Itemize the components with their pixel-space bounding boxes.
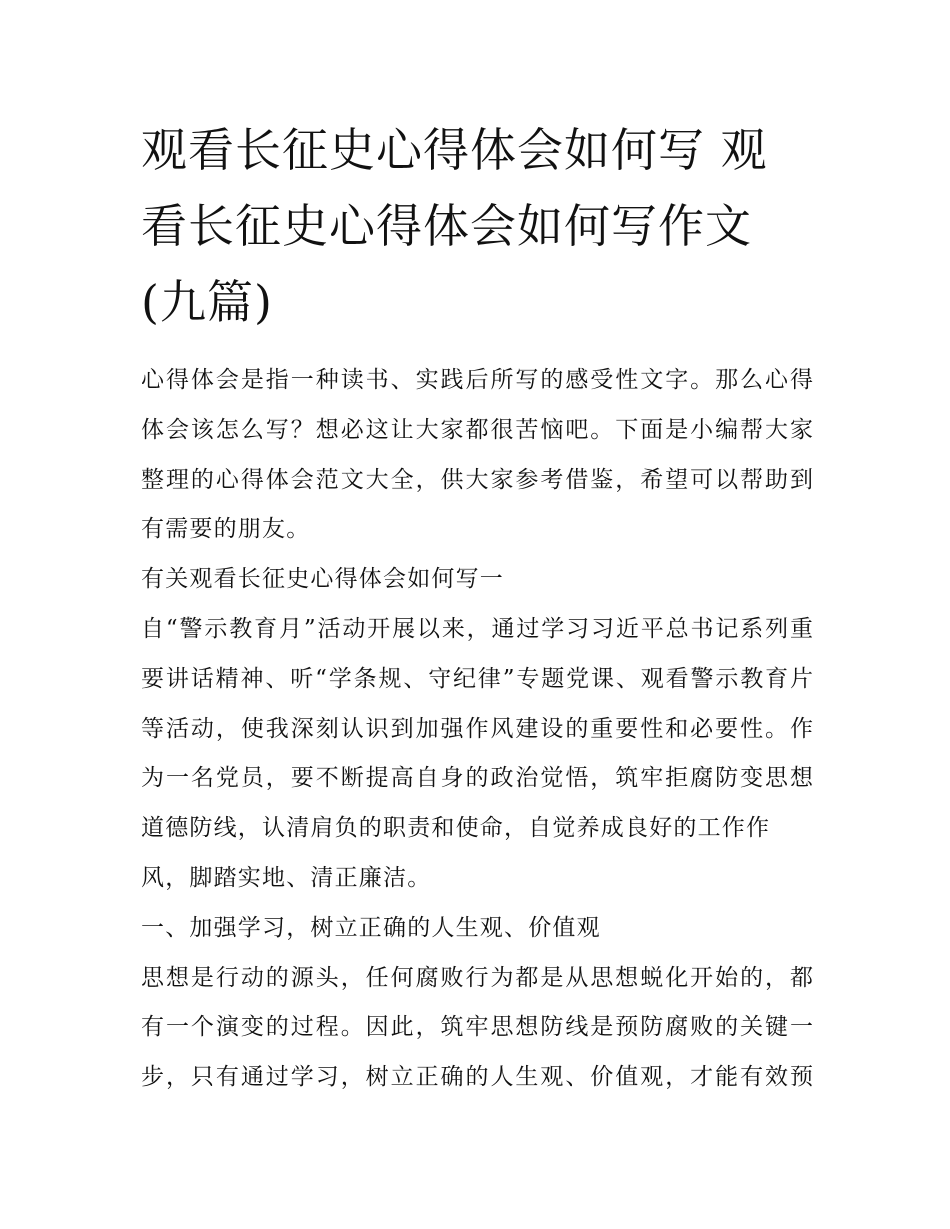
text-line: 等活动，使我深刻认识到加强作风建设的重要性和必要性。作 bbox=[141, 715, 813, 742]
text-line: 步，只有通过学习，树立正确的人生观、价值观，才能有效预 bbox=[141, 1064, 813, 1091]
text-line: 要讲话精神、听“学条规、守纪律”专题党课、观看警示教育片 bbox=[141, 665, 813, 692]
text-line: 心得体会是指一种读书、实践后所写的感受性文字。那么心得 bbox=[141, 367, 813, 393]
text-line: 道德防线，认清肩负的职责和使命，自觉养成良好的工作作 bbox=[141, 815, 771, 842]
section-heading: 有关观看长征史心得体会如何写一 bbox=[141, 566, 504, 593]
title-line: 看长征史心得体会如何写作文 bbox=[141, 199, 752, 253]
text-line: 为一名党员，要不断提高自身的政治觉悟，筑牢拒腐防变思想 bbox=[141, 765, 813, 792]
document-body bbox=[141, 356, 813, 1103]
document-content bbox=[141, 116, 813, 1103]
section-heading: 一、加强学习，树立正确的人生观、价值观 bbox=[141, 914, 601, 941]
title-line: (九篇) bbox=[141, 275, 273, 329]
text-line: 体会该怎么写？想必这让大家都很苦恼吧。下面是小编帮大家 bbox=[141, 416, 813, 443]
text-line: 有需要的朋友。 bbox=[141, 516, 311, 543]
document-title bbox=[141, 116, 813, 336]
text-line: 思想是行动的源头，任何腐败行为都是从思想蜕化开始的，都 bbox=[141, 964, 813, 991]
text-line: 有一个演变的过程。因此，筑牢思想防线是预防腐败的关键一 bbox=[141, 1014, 813, 1041]
text-line: 整理的心得体会范文大全，供大家参考借鉴，希望可以帮助到 bbox=[141, 466, 813, 493]
text-line: 风，脚踏实地、清正廉洁。 bbox=[141, 864, 432, 891]
title-line: 观看长征史心得体会如何写 观 bbox=[141, 123, 768, 177]
text-line: 自“警示教育月”活动开展以来，通过学习习近平总书记系列重 bbox=[141, 615, 813, 642]
